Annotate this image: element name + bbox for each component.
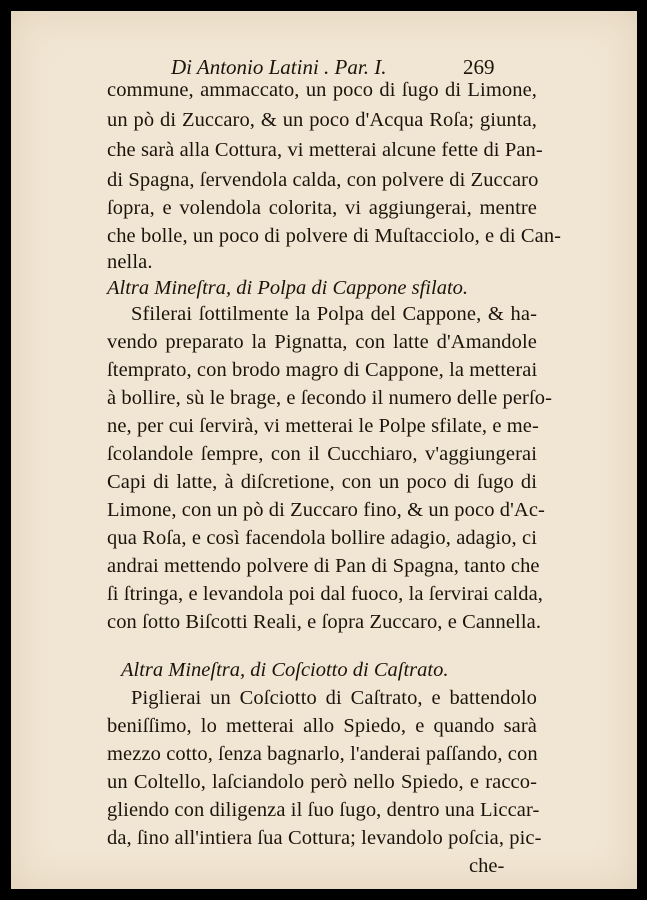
text-line: che sarà alla Cottura, vi metterai alcune fette di Pan- bbox=[107, 139, 543, 161]
text-line: ne, per cui ſervirà, vi metterai le Polpe sfilate, e me- bbox=[107, 415, 539, 437]
text-line: Capi di latte, à diſcretione, con un poco di ſugo di bbox=[107, 471, 537, 493]
text-line: nella. bbox=[107, 251, 153, 273]
text-line: che bolle, un poco di polvere di Muſtacciolo, e di Can- bbox=[107, 225, 562, 247]
text-line: un pò di Zuccaro, & un poco d'Acqua Roſa; giunta, bbox=[107, 109, 537, 131]
text-line: da, ſino all'intiera ſua Cottura; levandolo poſcia, pic- bbox=[107, 827, 542, 849]
text-line: ſi ſtringa, e levandola poi dal fuoco, la ſervirai calda, bbox=[107, 583, 544, 605]
text-line: ſtemprato, con brodo magro di Cappone, la metterai bbox=[107, 359, 538, 381]
text-line: Piglierai un Coſciotto di Caſtrato, e battendolo bbox=[131, 687, 537, 709]
text-line: un Coltello, laſciandolo però nello Spiedo, e racco- bbox=[107, 771, 537, 793]
text-line: di Spagna, ſervendola calda, con polvere di Zuccaro bbox=[107, 169, 539, 191]
text-line: commune, ammaccato, un poco di ſugo di Limone, bbox=[107, 79, 537, 101]
book-page bbox=[11, 11, 637, 889]
text-line: beniſſimo, lo metterai allo Spiedo, e quando sarà bbox=[107, 715, 537, 737]
section-heading: Altra Mineſtra, di Coſciotto di Caſtrato. bbox=[121, 659, 449, 681]
text-line: andrai mettendo polvere di Pan di Spagna, tanto che bbox=[107, 555, 540, 577]
catchword: che- bbox=[469, 855, 505, 877]
text-line: Sfilerai ſottilmente la Polpa del Cappone, & ha- bbox=[131, 303, 537, 325]
section-heading: Altra Mineſtra, di Polpa di Cappone sfilato. bbox=[107, 277, 469, 299]
text-line: gliendo con diligenza il ſuo ſugo, dentro una Liccar- bbox=[107, 799, 540, 821]
text-line: ſopra, e volendola colorita, vi aggiungerai, mentre bbox=[107, 197, 537, 219]
text-line: mezzo cotto, ſenza bagnarlo, l'anderai paſſando, con bbox=[107, 743, 538, 765]
text-line: con ſotto Biſcotti Reali, e ſopra Zuccaro, e Cannella. bbox=[107, 611, 542, 633]
text-line: ſcolandole ſempre, con il Cucchiaro, v'aggiungerai bbox=[107, 443, 537, 465]
text-line: Limone, con un pò di Zuccaro fino, & un poco d'Ac- bbox=[107, 499, 545, 521]
text-line: vendo preparato la Pignatta, con latte d'Amandole bbox=[107, 331, 537, 353]
running-title: Di Antonio Latini . Par. I. bbox=[171, 55, 387, 79]
text-line: qua Roſa, e così facendola bollire adagio, adagio, ci bbox=[107, 527, 537, 549]
text-line: à bollire, sù le brage, e ſecondo il numero delle perſo- bbox=[107, 387, 553, 409]
page-number: 269 bbox=[463, 55, 495, 79]
